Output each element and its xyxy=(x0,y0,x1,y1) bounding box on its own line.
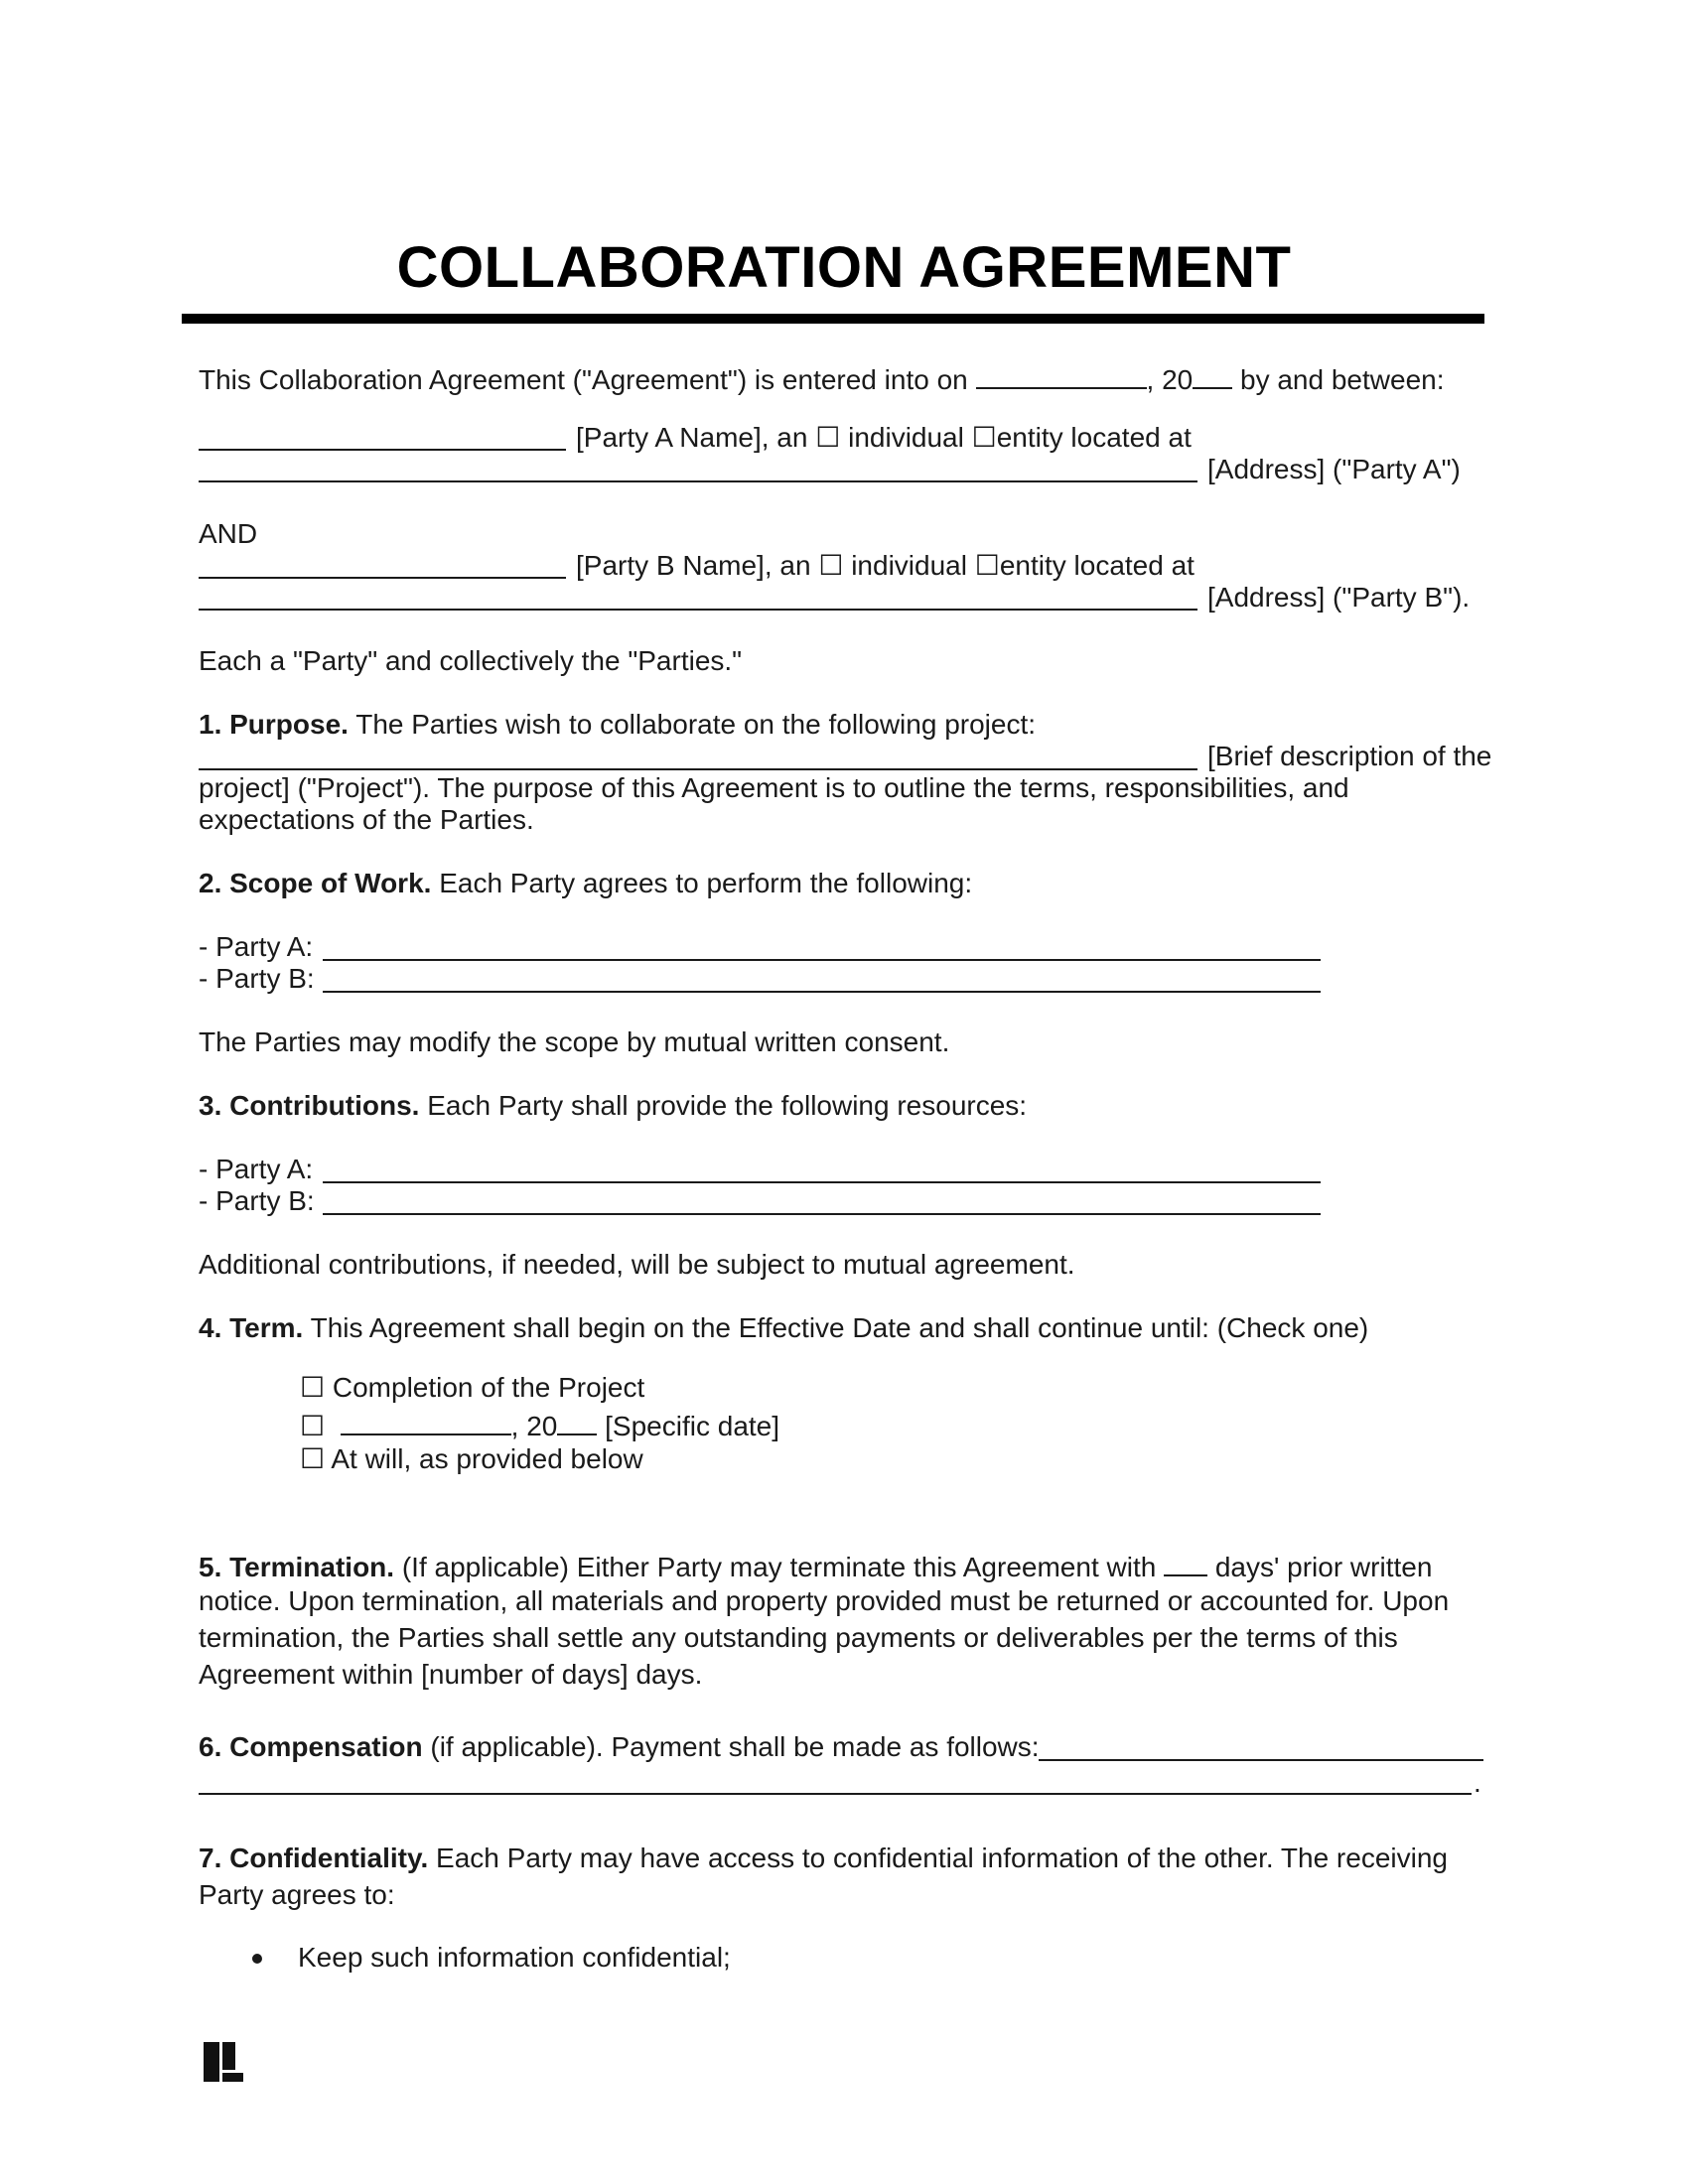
section-6-end: . xyxy=(1474,1767,1481,1798)
section-3-line xyxy=(199,1090,1027,1122)
document-title: COLLABORATION AGREEMENT xyxy=(396,235,1292,300)
term-year-blank[interactable] xyxy=(557,1408,597,1435)
title-rule xyxy=(182,314,1484,324)
intro-prefix: This Collaboration Agreement ("Agreement") is entered into on xyxy=(199,364,968,395)
section-1-line-4: expectations of the Parties. xyxy=(199,804,534,835)
section-5-line-4: Agreement within [number of days] days. xyxy=(199,1659,703,1690)
section-5-text-b: days' prior written xyxy=(1214,1552,1433,1582)
section-5-text-a: (If applicable) Either Party may terminate this Agreement with xyxy=(394,1552,1157,1582)
term-option-specific-date[interactable] xyxy=(300,1408,779,1442)
section-5-heading: 5. Termination. xyxy=(199,1552,395,1582)
intro-year: , 20 xyxy=(1146,364,1194,395)
and-text: AND xyxy=(199,518,258,549)
bullet-icon xyxy=(252,1954,262,1964)
section-6-line xyxy=(199,1731,1040,1763)
party-a-name-blank[interactable] xyxy=(199,449,566,451)
party-b-address-blank[interactable] xyxy=(199,609,1197,611)
section-2-text: Each Party agrees to perform the following: xyxy=(431,868,973,898)
party-b-name-blank[interactable] xyxy=(199,577,566,579)
notice-days-blank[interactable] xyxy=(1164,1549,1207,1576)
payment-blank-2[interactable] xyxy=(199,1793,1472,1795)
scope-party-a-blank[interactable] xyxy=(323,959,1321,961)
party-a-address-text: [Address] ("Party A") xyxy=(1207,454,1461,484)
term-year-text: , 20 xyxy=(510,1411,558,1441)
term-option-at-will[interactable]: ☐ At will, as provided below xyxy=(300,1443,643,1474)
intro-line xyxy=(199,361,1445,396)
section-2-note: The Parties may modify the scope by mutual written consent. xyxy=(199,1026,950,1057)
section-7-heading: 7. Confidentiality. xyxy=(199,1843,429,1873)
term-option-completion[interactable]: ☐ Completion of the Project xyxy=(300,1372,645,1403)
intro-date-blank[interactable] xyxy=(976,361,1147,389)
scope-party-a-label: - Party A: xyxy=(199,931,314,962)
contrib-party-b-label: - Party B: xyxy=(199,1185,315,1216)
section-3-text: Each Party shall provide the following resources: xyxy=(419,1090,1028,1121)
contrib-party-a-blank[interactable] xyxy=(323,1181,1321,1183)
section-5-line-1 xyxy=(199,1549,1432,1583)
section-4-text: This Agreement shall begin on the Effective Date and shall continue until: (Check one) xyxy=(303,1312,1369,1343)
section-3-heading: 3. Contributions. xyxy=(199,1090,420,1121)
section-2-heading: 2. Scope of Work. xyxy=(199,868,432,898)
scope-party-b-blank[interactable] xyxy=(323,991,1321,993)
confidentiality-bullet-1: Keep such information confidential; xyxy=(298,1942,731,1973)
parties-definition: Each a "Party" and collectively the "Parties." xyxy=(199,645,743,676)
contrib-party-b-blank[interactable] xyxy=(323,1213,1321,1215)
section-3-note: Additional contributions, if needed, will be subject to mutual agreement. xyxy=(199,1249,1075,1280)
party-b-name-text: [Party B Name], an ☐ individual ☐entity located at xyxy=(576,550,1195,581)
section-7-line-2: Party agrees to: xyxy=(199,1879,395,1910)
section-6-heading: 6. Compensation xyxy=(199,1731,423,1762)
section-7-line-1 xyxy=(199,1843,1448,1874)
section-4-line xyxy=(199,1312,1368,1344)
section-5-line-2: notice. Upon termination, all materials and property provided must be returned or accounted for. Upon xyxy=(199,1585,1450,1616)
logo-icon xyxy=(204,2042,243,2082)
section-6-text: (if applicable). Payment shall be made as follows: xyxy=(422,1731,1040,1762)
party-b-address-text: [Address] ("Party B"). xyxy=(1207,582,1471,613)
intro-suffix: by and between: xyxy=(1240,364,1445,395)
section-1-line-1 xyxy=(199,709,1036,741)
project-description-blank[interactable] xyxy=(199,768,1197,770)
contrib-party-a-label: - Party A: xyxy=(199,1154,314,1184)
section-1-text: The Parties wish to collaborate on the following project: xyxy=(348,709,1037,740)
section-5-line-3: termination, the Parties shall settle any outstanding payments or deliverables per the terms of this xyxy=(199,1622,1398,1653)
party-a-name-text: [Party A Name], an ☐ individual ☐entity located at xyxy=(576,422,1192,453)
intro-year-blank[interactable] xyxy=(1193,361,1232,389)
section-2-line xyxy=(199,868,972,899)
payment-blank-1[interactable] xyxy=(1039,1759,1483,1761)
term-date-tail: [Specific date] xyxy=(605,1411,780,1441)
scope-party-b-label: - Party B: xyxy=(199,963,315,994)
section-1-line-2-tail: [Brief description of the xyxy=(1207,741,1492,771)
term-date-checkbox[interactable]: ☐ xyxy=(300,1411,326,1441)
party-a-address-blank[interactable] xyxy=(199,480,1197,482)
term-date-blank[interactable] xyxy=(341,1408,511,1435)
section-7-text: Each Party may have access to confidential information of the other. The receiving xyxy=(428,1843,1448,1873)
section-1-line-3: project] ("Project"). The purpose of this Agreement is to outline the terms, responsibilities, and xyxy=(199,772,1349,803)
section-1-heading: 1. Purpose. xyxy=(199,709,349,740)
section-4-heading: 4. Term. xyxy=(199,1312,304,1343)
